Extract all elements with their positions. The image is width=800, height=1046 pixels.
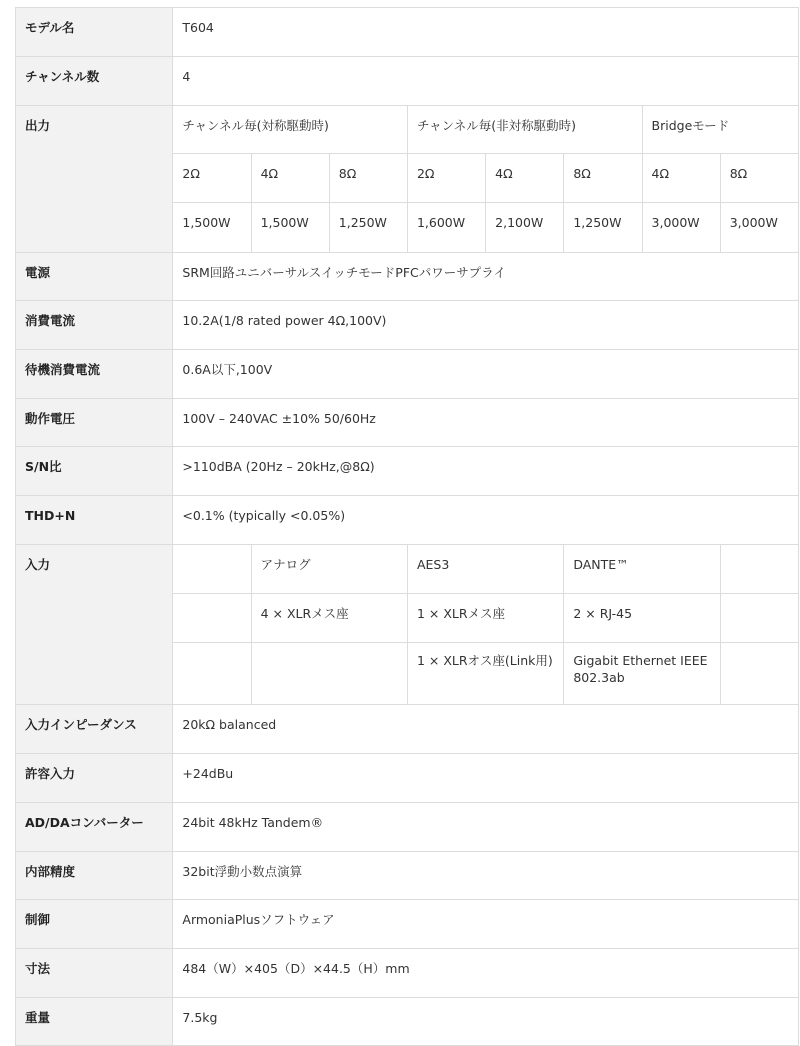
output-group-asymmetric: チャンネル毎(非対称駆動時) [407,106,642,154]
input-dante-network: Gigabit Ethernet IEEE 802.3ab [564,643,720,705]
output-power: 3,000W [642,203,720,253]
label-input: 入力 [16,545,173,705]
value-model: T604 [173,8,799,57]
row-thd [16,496,799,545]
output-power: 1,500W [251,203,329,253]
row-weight [16,998,799,1046]
label-model: モデル名 [16,8,173,57]
input-empty-cell [720,594,798,643]
value-consumption: 10.2A(1/8 rated power 4Ω,100V) [173,301,799,350]
spec-table [15,7,799,1046]
value-voltage: 100V – 240VAC ±10% 50/60Hz [173,399,799,447]
row-voltage [16,399,799,447]
row-sn [16,447,799,496]
input-empty-cell [720,545,798,594]
label-consumption: 消費電流 [16,301,173,350]
input-header-analog: アナログ [251,545,407,594]
input-empty-cell [173,545,251,594]
row-output-groups [16,106,799,154]
value-max-input: +24dBu [173,754,799,803]
output-impedance: 2Ω [407,154,485,203]
row-consumption [16,301,799,350]
row-input-headers [16,545,799,594]
input-header-aes3: AES3 [407,545,563,594]
row-model [16,8,799,57]
value-dimensions: 484（W）×405（D）×44.5（H）mm [173,949,799,998]
input-empty-cell [720,643,798,705]
row-impedance [16,705,799,754]
label-control: 制御 [16,900,173,949]
label-power-supply: 電源 [16,253,173,301]
row-channels [16,57,799,106]
output-power: 3,000W [720,203,798,253]
output-power: 1,250W [329,203,407,253]
label-channels: チャンネル数 [16,57,173,106]
input-analog-extra [251,643,407,705]
input-aes3-link: 1 × XLRオス座(Link用) [407,643,563,705]
label-sn: S/N比 [16,447,173,496]
row-standby [16,350,799,399]
label-standby: 待機消費電流 [16,350,173,399]
value-standby: 0.6A以下,100V [173,350,799,399]
row-control [16,900,799,949]
label-adda: AD/DAコンバーター [16,803,173,852]
output-power: 1,500W [173,203,251,253]
value-impedance: 20kΩ balanced [173,705,799,754]
value-control: ArmoniaPlusソフトウェア [173,900,799,949]
output-group-symmetric: チャンネル毎(対称駆動時) [173,106,408,154]
label-output: 出力 [16,106,173,253]
input-empty-cell [173,643,251,705]
output-impedance: 8Ω [329,154,407,203]
output-impedance: 8Ω [720,154,798,203]
output-group-bridge: Bridgeモード [642,106,798,154]
input-header-dante: DANTE™ [564,545,720,594]
value-power-supply: SRM回路ユニバーサルスイッチモードPFCパワーサプライ [173,253,799,301]
output-power: 1,250W [564,203,642,253]
row-power-supply [16,253,799,301]
value-thd: <0.1% (typically <0.05%) [173,496,799,545]
value-weight: 7.5kg [173,998,799,1046]
input-dante-connector: 2 × RJ-45 [564,594,720,643]
row-dimensions [16,949,799,998]
output-power: 1,600W [407,203,485,253]
label-precision: 内部精度 [16,852,173,900]
label-thd: THD+N [16,496,173,545]
output-power: 2,100W [486,203,564,253]
label-impedance: 入力インピーダンス [16,705,173,754]
output-impedance: 4Ω [642,154,720,203]
value-adda: 24bit 48kHz Tandem® [173,803,799,852]
output-impedance: 8Ω [564,154,642,203]
row-max-input [16,754,799,803]
output-impedance: 4Ω [251,154,329,203]
input-analog-connector: 4 × XLRメス座 [251,594,407,643]
row-adda [16,803,799,852]
input-aes3-connector: 1 × XLRメス座 [407,594,563,643]
label-max-input: 許容入力 [16,754,173,803]
row-precision [16,852,799,900]
value-channels: 4 [173,57,799,106]
output-impedance: 4Ω [486,154,564,203]
input-empty-cell [173,594,251,643]
label-dimensions: 寸法 [16,949,173,998]
output-impedance: 2Ω [173,154,251,203]
value-sn: >110dBA (20Hz – 20kHz,@8Ω) [173,447,799,496]
value-precision: 32bit浮動小数点演算 [173,852,799,900]
label-weight: 重量 [16,998,173,1046]
label-voltage: 動作電圧 [16,399,173,447]
